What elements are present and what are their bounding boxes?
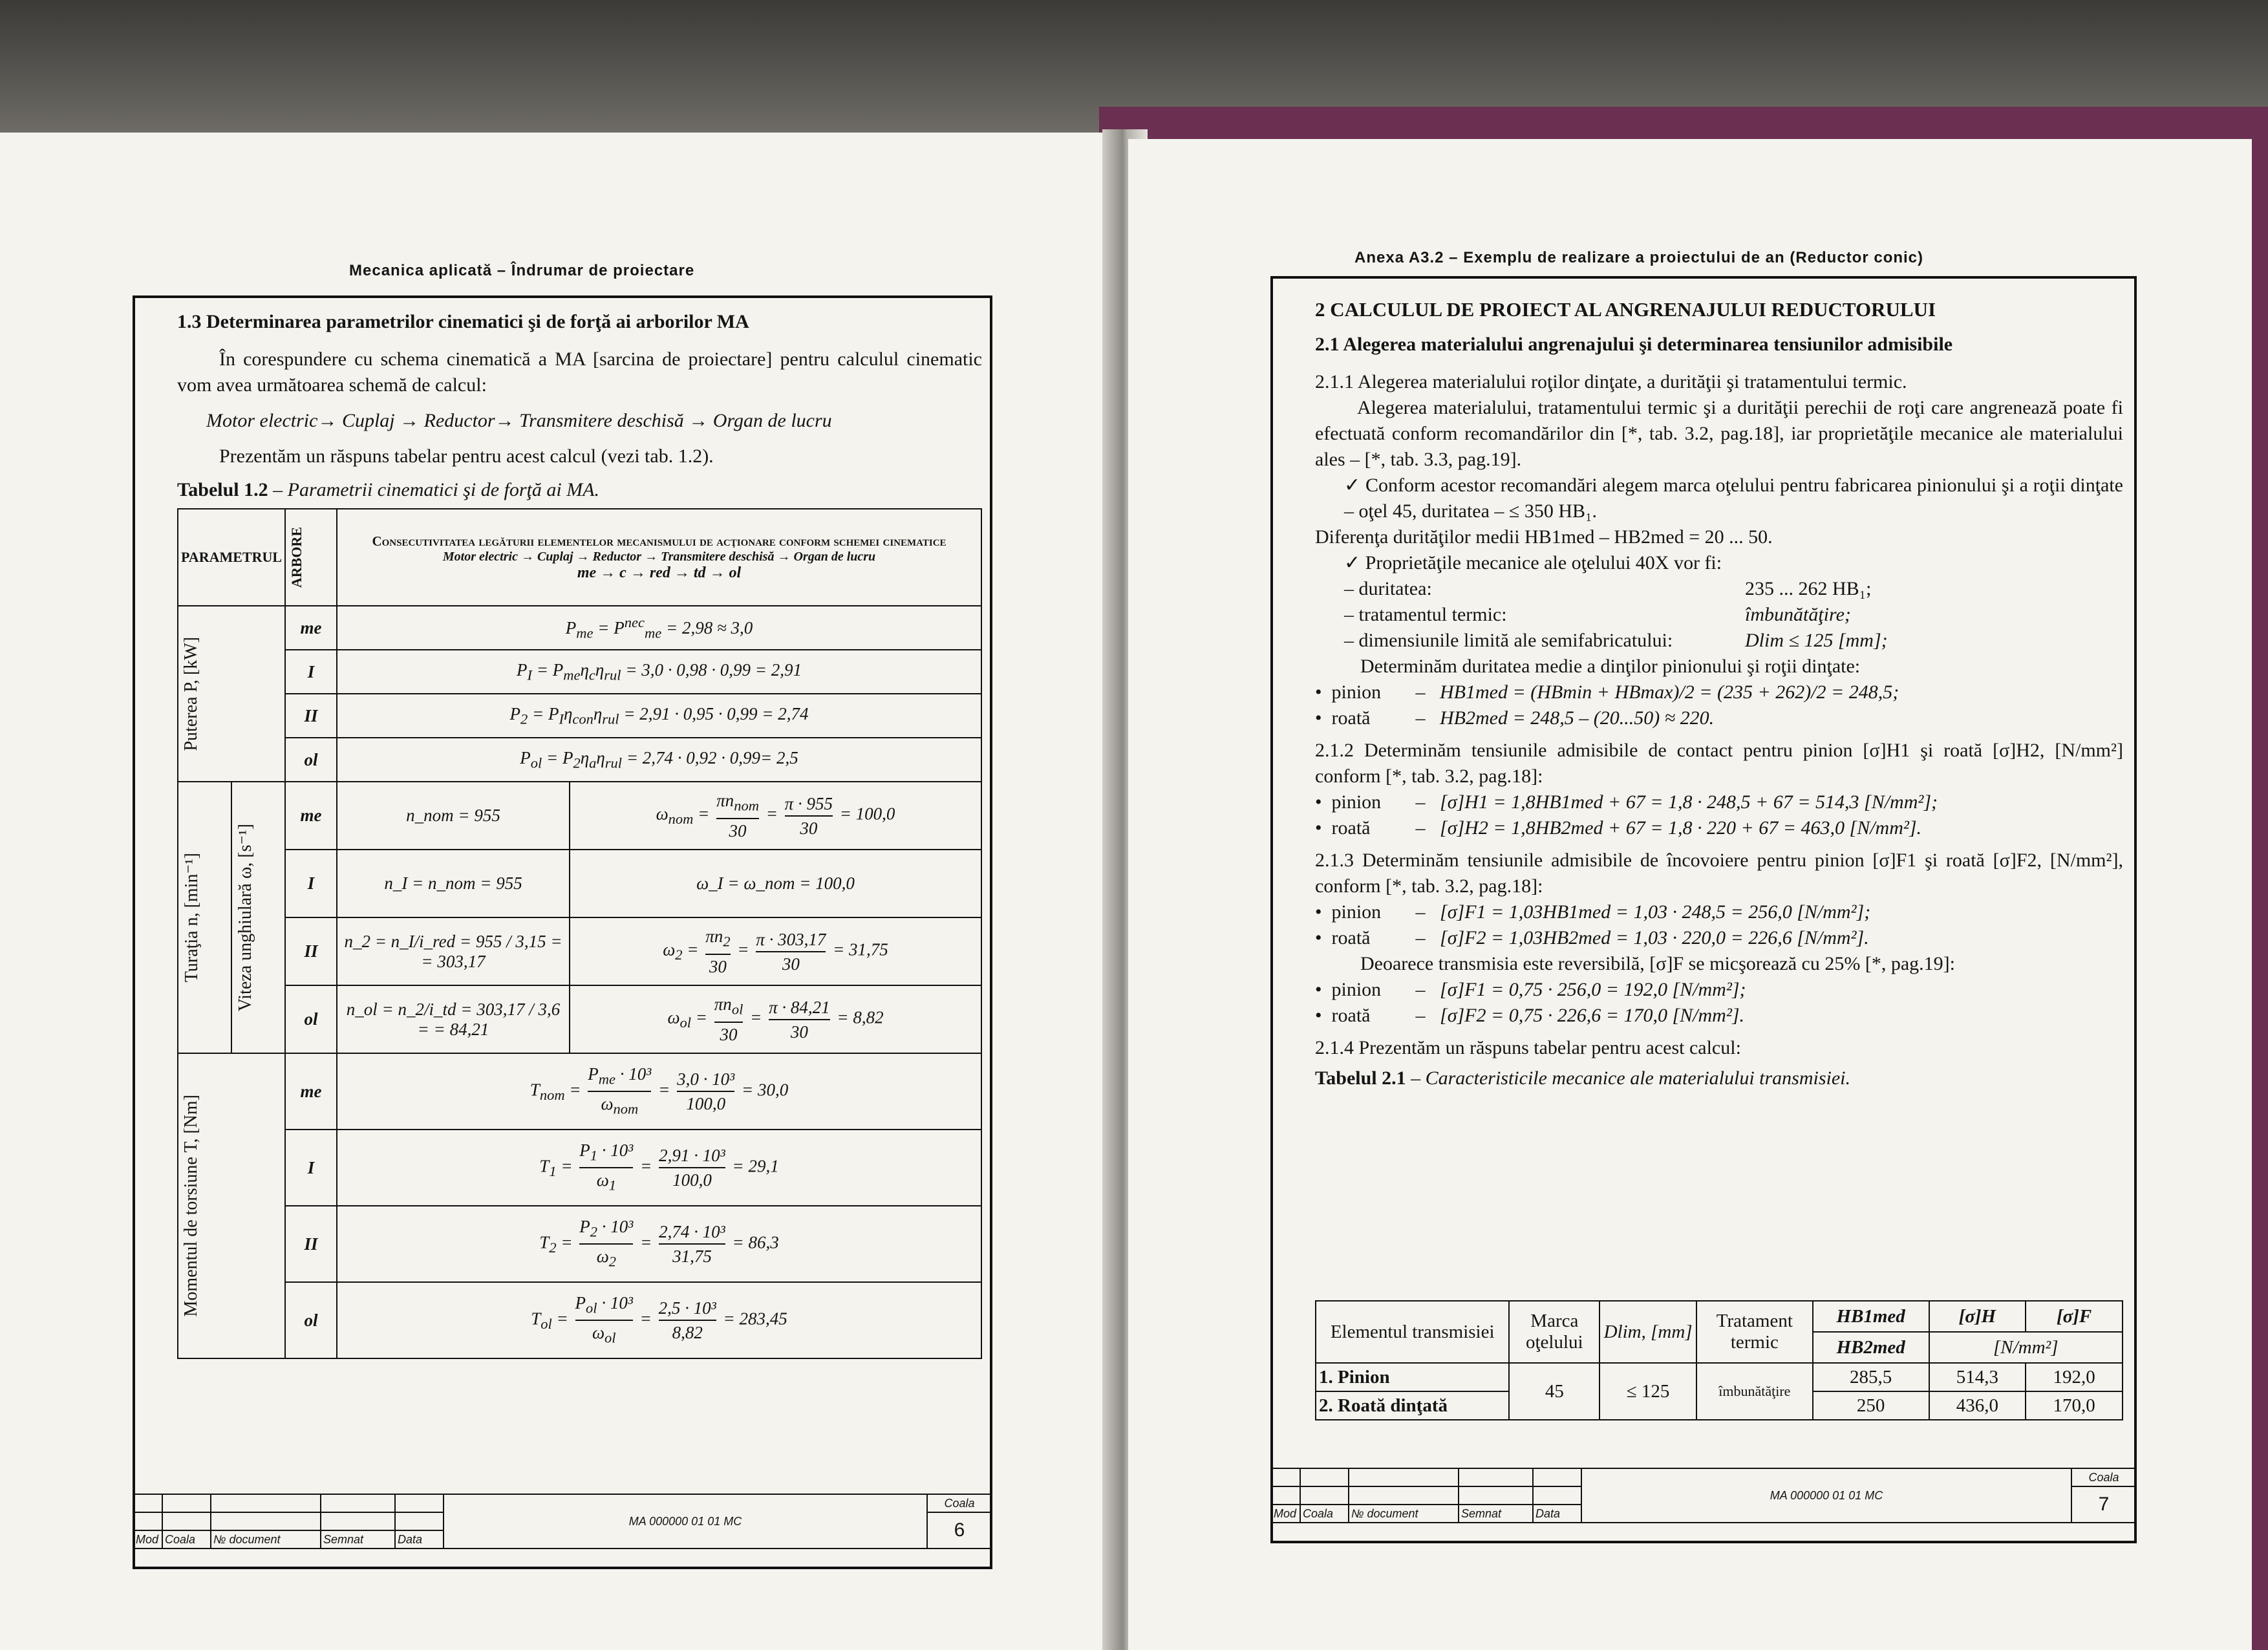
omega-II: $\omega_2$ = $\frac{\pi n_2}{30}$ = $\frac{\pi \cdot 303,17}{30}$ = 31,75 <box>570 917 981 985</box>
paragraph: Prezentăm un răspuns tabelar pentru acest calcul (vezi tab. 1.2). <box>219 445 714 467</box>
power-II: $P_2 = P_I\eta_{con}\eta_{rul} = 2,91 \cdot 0,95 \cdot 0,99 = 2,74$ <box>337 694 981 738</box>
group-torque: Momentul de torsiune T, [Nm] <box>178 1053 285 1358</box>
th-unit: [N/mm²] <box>1929 1332 2123 1363</box>
speed-n: n_ol = n_2/i_td = 303,17 / 3,6 = = 84,21 <box>337 985 570 1053</box>
th-tratament: Tratament termic <box>1696 1301 1813 1363</box>
paragraph: Diferenţa durităţilor medii HB1med – HB2med = 20 ... 50. <box>1315 526 1773 548</box>
cell-dlim: ≤ 125 <box>1599 1363 1696 1420</box>
check-item: ✓ Proprietăţile mecanice ale oţelului 40X vor fi: <box>1344 552 1722 573</box>
bullet-row: • roată – [σ]F2 = 0,75 · 226,6 = 170,0 [N/mm²]. <box>1315 1005 1744 1026</box>
speed-n: n_I = n_nom = 955 <box>337 850 570 917</box>
shaft-label: me <box>285 606 337 650</box>
stamp-label: № document <box>1349 1505 1459 1523</box>
shaft-label: II <box>285 917 337 985</box>
prop-row: – duritatea: 235 ... 262 HB₁; <box>1344 578 1872 599</box>
paragraph: Alegerea materialului, tratamentului termic şi a durităţii perechii de roţi care angrenează poate fi efectuată conform recomandărilor din [*, tab. 3.2, pag.18], iar proprietăţile mecanice ale materialului ales – [*, tab. 3.3, pag.19]. <box>1315 397 2123 470</box>
th-dlim: Dlim, [mm] <box>1599 1301 1696 1363</box>
stamp-label: Coala <box>1300 1505 1349 1523</box>
stamp-label: Mod <box>1271 1505 1300 1523</box>
shaft-label: me <box>285 782 337 850</box>
subsection-2-1-4: 2.1.4 Prezentăm un răspuns tabelar pentru acest calcul: <box>1315 1037 1741 1058</box>
stamp-label: Data <box>395 1530 444 1548</box>
chapter-title: 2 CALCULUL DE PROIECT AL ANGRENAJULUI REDUCTORULUI <box>1315 298 1936 321</box>
doc-code: MA 000000 01 01 MC <box>1581 1468 2071 1523</box>
right-page <box>1128 139 2252 1650</box>
th-hb1: HB1med <box>1813 1301 1929 1332</box>
subsection-2-1-3: 2.1.3 Determinăm tensiunile admisibile de încovoiere pentru pinion [σ]F1 şi roată [σ]F2, [N/mm²], conform [*, tab. 3.2, pag.18]: <box>1315 850 2123 897</box>
paragraph: În corespundere cu schema cinematică a MA [sarcina de proiectare] pentru calculul cinematic vom avea următoarea schemă de calcul: <box>177 348 982 396</box>
bullet-row: • pinion – [σ]H1 = 1,8HB1med + 67 = 1,8 · 248,5 + 67 = 514,3 [N/mm²]; <box>1315 791 1938 813</box>
power-ol: $P_{ol} = P_2\eta_a\eta_{rul} = 2,74 \cdot 0,92 \cdot 0,99= 2,5$ <box>337 738 981 782</box>
th-marca: Marca oţelului <box>1509 1301 1599 1363</box>
cell-sigma-h: 436,0 <box>1929 1391 2026 1420</box>
kinematic-table <box>177 508 982 1359</box>
paragraph: Determinăm duritatea medie a dinţilor pinionului şi roţii dinţate: <box>1360 656 1861 677</box>
header-consecutivity: Consecutivitatea legăturii elementelor mecanismului de acţionare conform schemei cinematice Motor electric → Cuplaj → Reductor → Transmitere deschisă → Organ de lucru me → c → red → td → ol <box>337 509 981 606</box>
bullet-row: • pinion – [σ]F1 = 0,75 · 256,0 = 192,0 [N/mm²]; <box>1315 979 1746 1000</box>
bullet-row: • roată – [σ]F2 = 1,03HB2med = 1,03 · 220,0 = 226,6 [N/mm²]. <box>1315 927 1869 948</box>
stamp-label: № document <box>211 1530 321 1548</box>
row-element: 2. Roată dinţată <box>1316 1391 1509 1420</box>
omega-I: ω_I = ω_nom = 100,0 <box>570 850 981 917</box>
torque-me: $T_{nom}$ = $\frac{P_{me} \cdot 10^3}{\omega_{nom}}$ = $\frac{\text{3,0 · 10³}}{100,0}$ = 30,0 <box>337 1053 981 1130</box>
prop-row: – dimensiunile limită ale semifabricatului: Dlim ≤ 125 [mm]; <box>1344 630 1888 651</box>
cell-sigma-f: 170,0 <box>2026 1391 2123 1420</box>
paragraph: Deoarece transmisia este reversibilă, [σ]F se micşorează cu 25% [*, pag.19]: <box>1360 953 1955 974</box>
group-power: Puterea P, [kW] <box>178 606 285 782</box>
omega-ol: $\omega_{ol}$ = $\frac{\pi n_{ol}}{30}$ = $\frac{\pi \cdot 84,21}{30}$ = 8,82 <box>570 985 981 1053</box>
bullet-row: • pinion – [σ]F1 = 1,03HB1med = 1,03 · 248,5 = 256,0 [N/mm²]; <box>1315 901 1871 923</box>
cell-tratament: îmbunătăţire <box>1696 1363 1813 1420</box>
omega-me: $\omega_{nom}$ = $\frac{\pi n_{nom}}{30}$ = $\frac{\pi \cdot 955}{30}$ = 100,0 <box>570 782 981 850</box>
group-speed: Turaţia n, [min⁻¹] <box>178 782 231 1053</box>
shaft-label: ol <box>285 738 337 782</box>
title-block <box>133 1494 992 1549</box>
left-page <box>0 133 1122 1650</box>
stamp-label: Semnat <box>321 1530 395 1548</box>
doc-code: MA 000000 01 01 MC <box>444 1494 927 1548</box>
speed-n: n_nom = 955 <box>337 782 570 850</box>
table-caption: Tabelul 1.2 – Parametrii cinematici şi de forţă ai MA. <box>177 479 600 500</box>
running-header: Anexa A3.2 – Exemplu de realizare a proiectului de an (Reductor conic) <box>1354 249 1924 266</box>
th-element: Elementul transmisiei <box>1316 1301 1509 1363</box>
check-item: ✓ Conform acestor recomandări alegem marca oţelului pentru fabricarea pinionului şi a roţii dinţate – oţel 45, duritatea – ≤ 350 HB₁. <box>1344 475 2123 522</box>
page-frame <box>1270 276 2137 1543</box>
shaft-label: I <box>285 650 337 694</box>
cell-hb: 285,5 <box>1813 1363 1929 1391</box>
subsection-2-1-2: 2.1.2 Determinăm tensiunile admisibile de contact pentru pinion [σ]H1 şi roată [σ]H2, [N/mm²] conform [*, tab. 3.2, pag.18]: <box>1315 740 2123 787</box>
bullet-row: • roată – HB2med = 248,5 – (20...50) ≈ 220. <box>1315 707 1715 729</box>
cell-sigma-h: 514,3 <box>1929 1363 2026 1391</box>
page-number: 6 <box>927 1512 992 1548</box>
th-sigma-f: [σ]F <box>2026 1301 2123 1332</box>
coala-label: Coala <box>2071 1468 2136 1486</box>
th-sigma-h: [σ]H <box>1929 1301 2026 1332</box>
stamp-label: Semnat <box>1459 1505 1533 1523</box>
bullet-row: • roată – [σ]H2 = 1,8HB2med + 67 = 1,8 · 220 + 67 = 463,0 [N/mm²]. <box>1315 817 1922 839</box>
power-I: $P_I = P_{me}\eta_c\eta_{rul} = 3,0 \cdot 0,98 \cdot 0,99 = 2,91$ <box>337 650 981 694</box>
stamp-label: Coala <box>162 1530 211 1548</box>
cell-hb: 250 <box>1813 1391 1929 1420</box>
torque-I: $T_1$ = $\frac{P_1 \cdot 10^3}{\omega_1}$ = $\frac{\text{2,91 · 10³}}{100,0}$ = 29,1 <box>337 1130 981 1206</box>
subsection-2-1-1: 2.1.1 Alegerea materialului roţilor dinţate, a durităţii şi tratamentului termic. <box>1315 371 1907 392</box>
page-frame <box>133 295 992 1569</box>
header-arbore: ARBORE <box>285 509 337 606</box>
shaft-label: II <box>285 694 337 738</box>
shaft-label: me <box>285 1053 337 1130</box>
cell-marca: 45 <box>1509 1363 1599 1420</box>
shaft-label: I <box>285 850 337 917</box>
th-hb2: HB2med <box>1813 1332 1929 1363</box>
power-me: $P_{me} = P^{nec}_{me} = 2,98 \approx 3,0$ <box>337 606 981 650</box>
header-param: PARAMETRUL <box>178 509 285 606</box>
page-number: 7 <box>2071 1486 2136 1523</box>
torque-ol: $T_{ol}$ = $\frac{P_{ol} \cdot 10^3}{\omega_{ol}}$ = $\frac{\text{2,5 · 10³}}{8,82}$ = 283,45 <box>337 1282 981 1358</box>
section-title: 1.3 Determinarea parametrilor cinematici şi de forţă ai arborilor MA <box>177 311 749 332</box>
calc-scheme: Motor electric→ Cuplaj → Reductor→ Transmitere deschisă → Organ de lucru <box>206 410 832 431</box>
table-caption: Tabelul 2.1 – Caracteristicile mecanice ale materialului transmisiei. <box>1315 1067 1851 1089</box>
section-title: 2.1 Alegerea materialului angrenajului şi determinarea tensiunilor admisibile <box>1315 334 1953 355</box>
title-block <box>1270 1468 2137 1523</box>
shaft-label: ol <box>285 985 337 1053</box>
row-element: 1. Pinion <box>1316 1363 1509 1391</box>
stamp-label: Data <box>1533 1505 1581 1523</box>
bullet-row: • pinion – HB1med = (HBmin + HBmax)/2 = (235 + 262)/2 = 248,5; <box>1315 681 1899 703</box>
stamp-label: Mod <box>133 1530 162 1548</box>
materials-table <box>1315 1300 2123 1420</box>
speed-n: n_2 = n_I/i_red = 955 / 3,15 = = 303,17 <box>337 917 570 985</box>
torque-II: $T_2$ = $\frac{P_2 \cdot 10^3}{\omega_2}$ = $\frac{\text{2,74 · 10³}}{31,75}$ = 86,3 <box>337 1206 981 1282</box>
shaft-label: ol <box>285 1282 337 1358</box>
running-header: Mecanica aplicată – Îndrumar de proiectare <box>349 262 695 279</box>
shaft-label: I <box>285 1130 337 1206</box>
group-omega: Viteza unghiulară ω, [s⁻¹] <box>231 782 285 1053</box>
shaft-label: II <box>285 1206 337 1282</box>
coala-label: Coala <box>927 1494 992 1512</box>
prop-row: – tratamentul termic: îmbunătăţire; <box>1344 604 1851 625</box>
cell-sigma-f: 192,0 <box>2026 1363 2123 1391</box>
